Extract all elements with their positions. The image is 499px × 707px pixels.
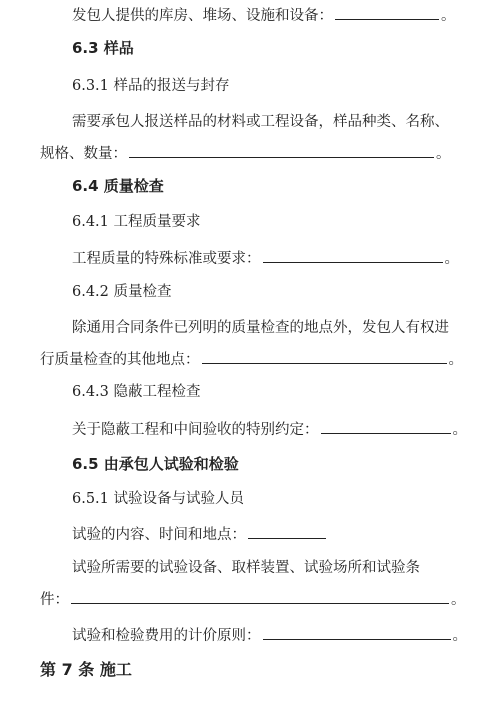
text: 试验的内容、时间和地点： xyxy=(72,527,246,543)
text-line: 除通用合同条件已列明的质量检查的地点外，发包人有权进 xyxy=(72,320,449,336)
clause-6-4-3: 6.4.3 隐蔽工程检查 xyxy=(72,384,201,400)
text: 工程质量的特殊标准或要求： xyxy=(72,251,261,267)
heading-6-4: 6.4 质量检查 xyxy=(72,177,164,195)
clause-6-5-1: 6.5.1 试验设备与试验人员 xyxy=(72,491,245,507)
fill-blank[interactable] xyxy=(263,247,443,263)
text: 规格、数量： xyxy=(40,146,127,162)
text-line: 试验所需要的试验设备、取样装置、试验场所和试验条 xyxy=(72,560,420,576)
line-warehouse: 发包人提供的库房、堆场、设施和设备： 。 xyxy=(0,4,499,26)
fill-blank[interactable] xyxy=(71,588,449,604)
fill-blank[interactable] xyxy=(202,348,447,364)
text: 件： xyxy=(40,592,69,608)
line-test-conditions: 件： 。 xyxy=(0,588,499,610)
fill-blank[interactable] xyxy=(248,523,326,539)
fill-blank[interactable] xyxy=(263,624,451,640)
line-concealed-works: 关于隐蔽工程和中间验收的特别约定： 。 xyxy=(0,418,499,440)
line-sample-spec: 规格、数量： 。 xyxy=(0,142,499,164)
fill-blank[interactable] xyxy=(129,142,434,158)
line-other-inspection: 行质量检查的其他地点： 。 xyxy=(0,348,499,370)
line-quality-requirement: 工程质量的特殊标准或要求： 。 xyxy=(0,247,499,269)
heading-6-5: 6.5 由承包人试验和检验 xyxy=(72,455,239,473)
clause-6-4-1: 6.4.1 工程质量要求 xyxy=(72,214,201,230)
fill-blank[interactable] xyxy=(321,418,451,434)
text: 试验和检验费用的计价原则： xyxy=(72,628,261,644)
heading-6-3: 6.3 样品 xyxy=(72,39,134,57)
clause-6-4-2: 6.4.2 质量检查 xyxy=(72,284,172,300)
fill-blank[interactable] xyxy=(335,4,439,20)
line-cost-principle: 试验和检验费用的计价原则： 。 xyxy=(0,624,499,646)
clause-6-3-1: 6.3.1 样品的报送与封存 xyxy=(72,78,230,94)
heading-article-7: 第 7 条 施工 xyxy=(40,660,132,679)
text: 关于隐蔽工程和中间验收的特别约定： xyxy=(72,422,319,438)
text: 发包人提供的库房、堆场、设施和设备： xyxy=(72,8,333,24)
line-test-content xyxy=(0,523,499,545)
text-line: 需要承包人报送样品的材料或工程设备，样品种类、名称、 xyxy=(72,114,449,130)
text: 行质量检查的其他地点： xyxy=(40,352,200,368)
